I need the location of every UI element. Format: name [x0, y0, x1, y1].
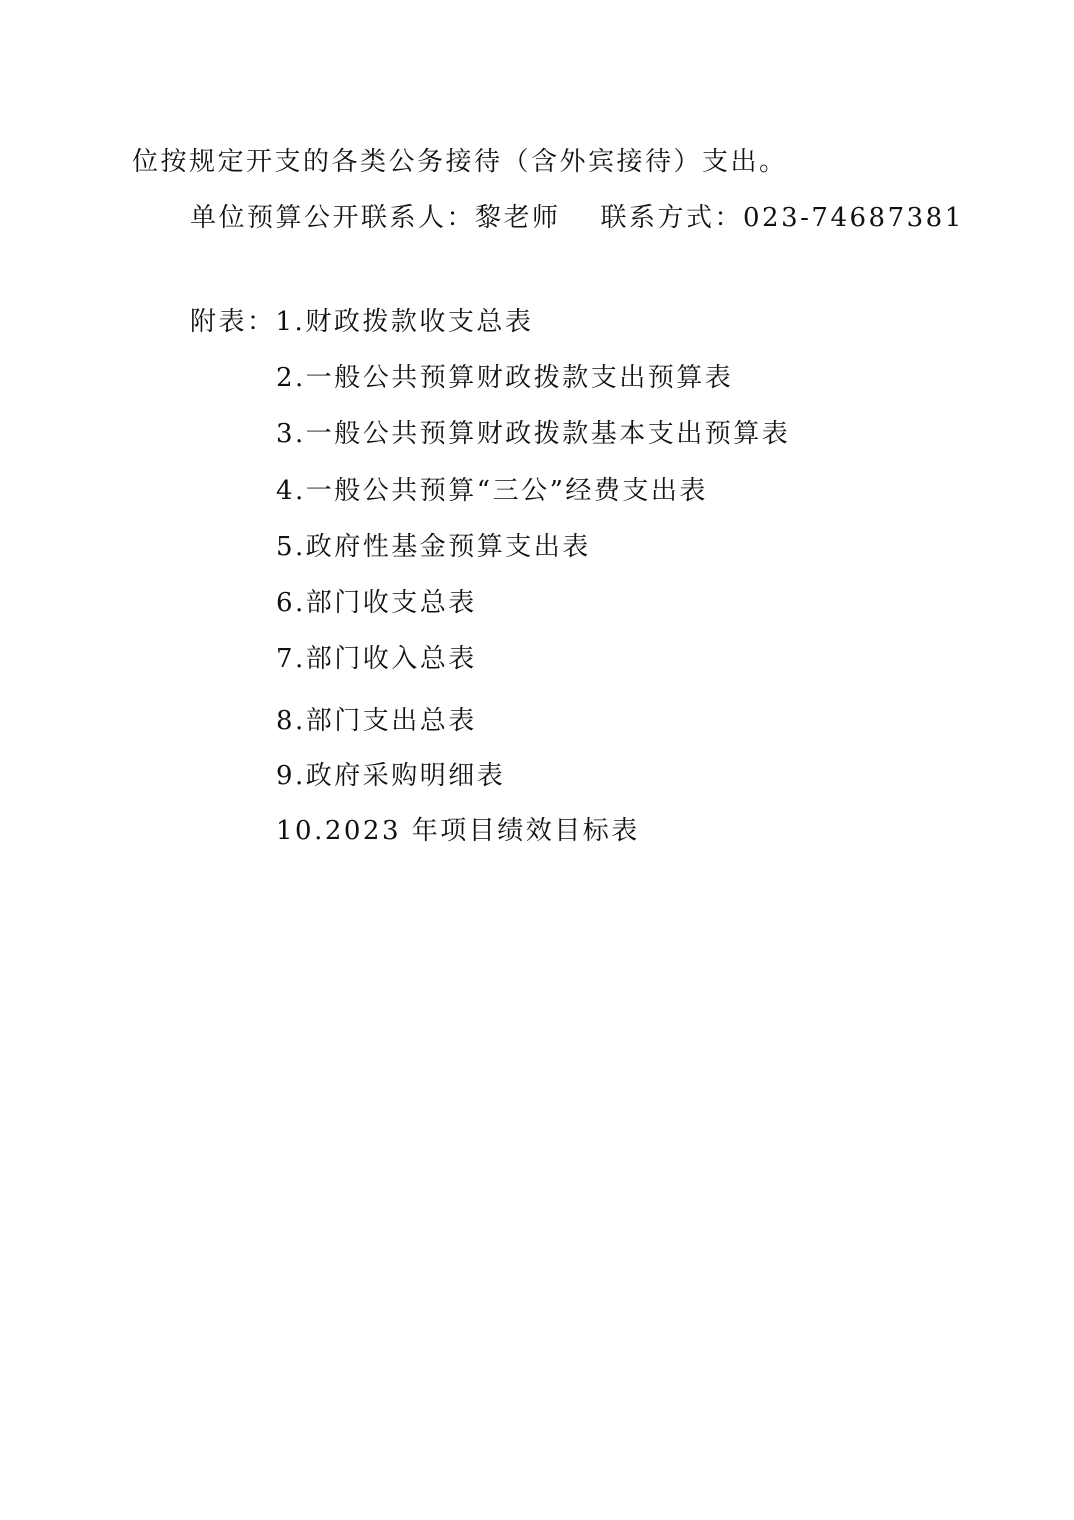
- attachment-list-first-line: [190, 306, 533, 338]
- attachment-item-3: 3.一般公共预算财政拨款基本支出预算表: [276, 419, 791, 449]
- contact-phone: 联系方式：023-74687381: [600, 203, 964, 233]
- attachment-item-8: 8.部门支出总表: [276, 706, 477, 736]
- attachment-item-9: 9.政府采购明细表: [276, 761, 506, 791]
- contact-person: 单位预算公开联系人：黎老师: [190, 203, 561, 233]
- attachment-item-5: 5.政府性基金预算支出表: [276, 532, 591, 562]
- attachment-item-10: 10.2023 年项目绩效目标表: [276, 816, 640, 846]
- attachment-label: 附表：: [190, 307, 276, 337]
- attachment-item-6: 6.部门收支总表: [276, 588, 477, 618]
- attachment-item-7: 7.部门收入总表: [276, 644, 477, 674]
- paragraph-continuation: 位按规定开支的各类公务接待（含外宾接待）支出。: [132, 147, 788, 177]
- attachment-item-1: 1.财政拨款收支总表: [275, 307, 534, 337]
- contact-line: [190, 202, 964, 234]
- attachment-item-2: 2.一般公共预算财政拨款支出预算表: [276, 363, 734, 393]
- attachment-item-4: 4.一般公共预算“三公”经费支出表: [276, 476, 708, 506]
